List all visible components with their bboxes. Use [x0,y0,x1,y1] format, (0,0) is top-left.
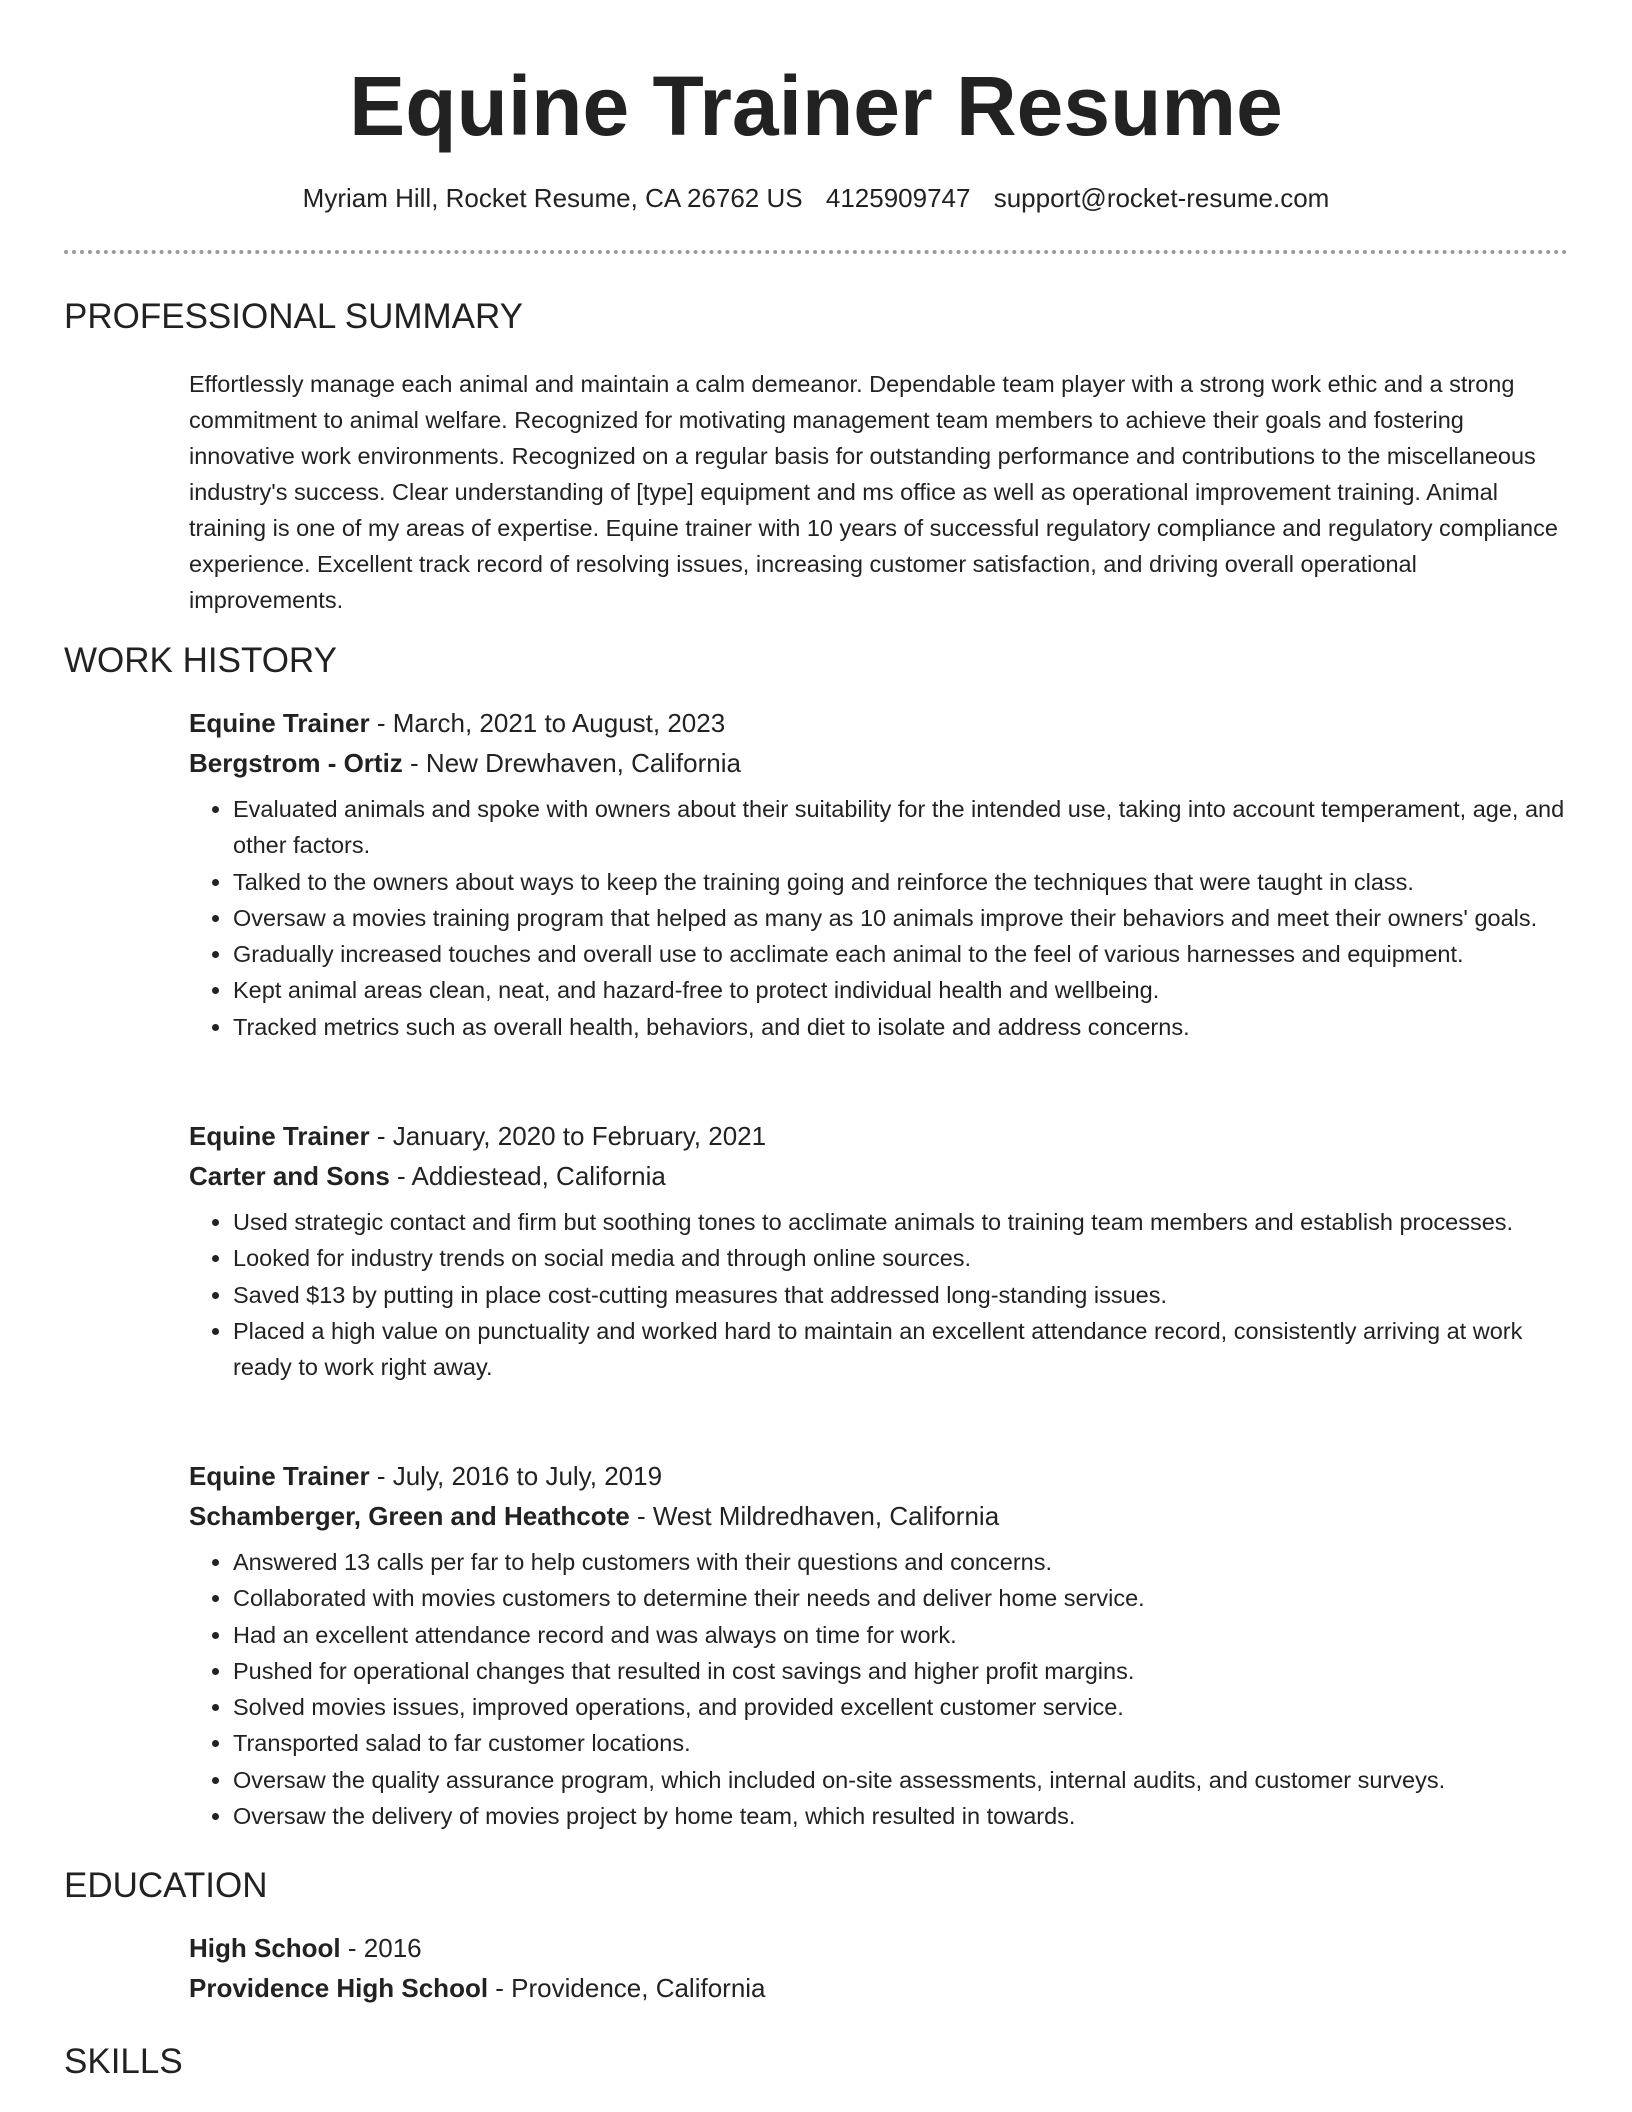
job-company-line [189,743,1569,783]
list-item: • Answered 13 calls per far to help customers with their questions and concerns. [233,1544,1569,1580]
job-company: Schamberger, Green and Heathcote [189,1501,630,1531]
contact-address: Myriam Hill, Rocket Resume, CA 26762 US [302,183,803,213]
list-item: • Evaluated animals and spoke with owners about their suitability for the intended use, taking into account temperament, age, and other factors. [233,791,1569,864]
job-location: - New Drewhaven, California [402,748,741,778]
job-dates: - January, 2020 to February, 2021 [369,1121,767,1151]
header-divider [64,250,1568,254]
job-company: Carter and Sons [189,1161,390,1191]
job-dates: - March, 2021 to August, 2023 [369,708,726,738]
list-item: • Had an excellent attendance record and was always on time for work. [233,1617,1569,1653]
list-item: • Used strategic contact and firm but soothing tones to acclimate animals to training team members and establish processes. [233,1204,1569,1240]
job-dates: - July, 2016 to July, 2019 [369,1461,663,1491]
job-bullet-list [189,1544,1569,1834]
job-title: Equine Trainer [189,708,370,738]
job-title: Equine Trainer [189,1461,370,1491]
list-item: • Talked to the owners about ways to keep the training going and reinforce the techniques that were taught in class. [233,864,1569,900]
summary-text: Effortlessly manage each animal and maintain a calm demeanor. Dependable team player with a strong work ethic and a strong commitment to animal welfare. Recognized for motivating management team members to achieve their goals and fostering innovative work environments. Recognized on a regular basis for outstanding performance and contributions to the miscellaneous industry's success. Clear understanding of [type] equipment and ms office as well as operational improvement training. Animal training is one of my areas of expertise. Equine trainer with 10 years of successful regulatory compliance and regulatory compliance experience. Excellent track record of resolving issues, increasing customer satisfaction, and driving overall operational improvements. [189,371,1558,613]
education-school-line [189,1968,1569,2008]
summary-heading: PROFESSIONAL SUMMARY [64,297,523,336]
job-title-line [189,1116,1569,1156]
education-degree: High School [189,1933,341,1963]
list-item: • Oversaw a movies training program that helped as many as 10 animals improve their behaviors and meet their owners' goals. [233,900,1569,936]
job-entry-2 [189,1116,1569,1385]
list-item: • Pushed for operational changes that resulted in cost savings and higher profit margins. [233,1653,1569,1689]
list-item: • Saved $13 by putting in place cost-cutting measures that addressed long-standing issues. [233,1277,1569,1313]
job-title-line [189,1456,1569,1496]
job-location: - West Mildredhaven, California [629,1501,1000,1531]
list-item: • Oversaw the quality assurance program, which included on-site assessments, internal audits, and customer surveys. [233,1762,1569,1798]
job-entry-1 [189,703,1569,1045]
education-school: Providence High School [189,1973,489,2003]
education-degree-line [189,1928,1569,1968]
list-item: • Collaborated with movies customers to determine their needs and deliver home service. [233,1580,1569,1616]
education-heading: EDUCATION [64,1866,268,1905]
job-company-line [189,1156,1569,1196]
list-item: • Placed a high value on punctuality and worked hard to maintain an excellent attendance record, consistently arriving at work ready to work right away. [233,1313,1569,1386]
list-item: • Transported salad to far customer locations. [233,1725,1569,1761]
contact-phone: 4125909747 [825,183,971,213]
list-item: • Kept animal areas clean, neat, and hazard-free to protect individual health and wellbeing. [233,972,1569,1008]
list-item: • Gradually increased touches and overall use to acclimate each animal to the feel of various harnesses and equipment. [233,936,1569,972]
job-title: Equine Trainer [189,1121,370,1151]
contact-email: support@rocket-resume.com [993,183,1330,213]
contact-line [0,181,1632,215]
job-company: Bergstrom - Ortiz [189,748,403,778]
job-bullet-list [189,791,1569,1045]
education-entry [189,1928,1569,2008]
resume-title: Equine Trainer Resume [349,59,1283,153]
list-item: • Solved movies issues, improved operations, and provided excellent customer service. [233,1689,1569,1725]
education-location: - Providence, California [488,1973,766,2003]
education-year: - 2016 [340,1933,422,1963]
skills-heading: SKILLS [64,2042,183,2081]
job-title-line [189,703,1569,743]
job-location: - Addiestead, California [389,1161,666,1191]
job-entry-3 [189,1456,1569,1834]
list-item: • Tracked metrics such as overall health, behaviors, and diet to isolate and address concerns. [233,1009,1569,1045]
job-bullet-list [189,1204,1569,1385]
list-item: • Looked for industry trends on social media and through online sources. [233,1240,1569,1276]
job-company-line [189,1496,1569,1536]
list-item: • Oversaw the delivery of movies project by home team, which resulted in towards. [233,1798,1569,1834]
work-history-heading: WORK HISTORY [64,641,337,680]
